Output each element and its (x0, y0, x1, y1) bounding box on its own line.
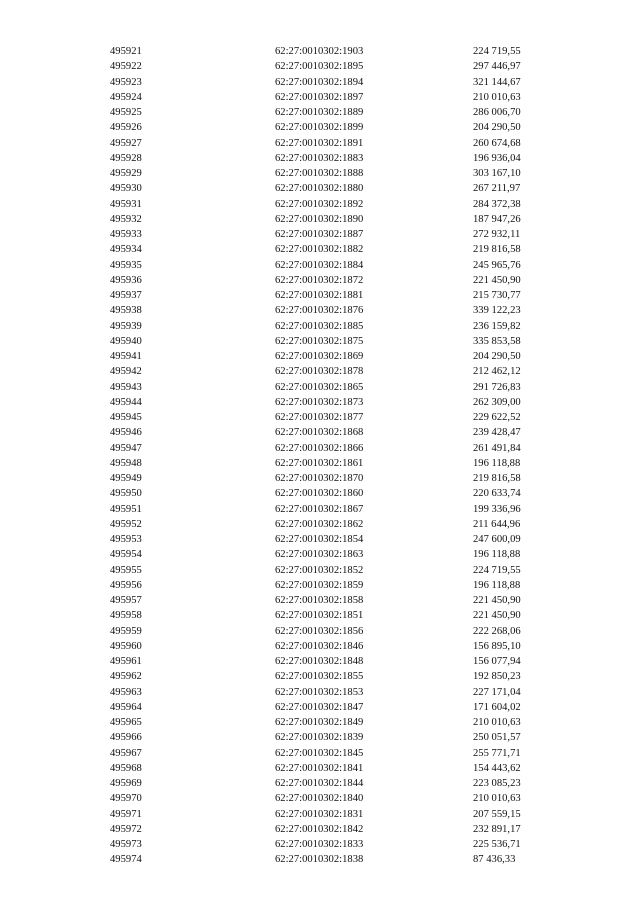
row-number-cell: 495963 (110, 686, 142, 698)
cadastral-number-cell: 62:27:0010302:1885 (275, 320, 364, 332)
row-number-cell: 495925 (110, 107, 142, 118)
cadastral-value-cell: 260 674,68 (473, 137, 521, 149)
cadastral-value-cell: 87 436,33 (473, 854, 516, 866)
cadastral-value-cell: 207 559,15 (473, 808, 521, 820)
table-row (110, 761, 553, 776)
table-row (110, 502, 553, 517)
cadastral-value-cell: 154 443,62 (473, 762, 521, 774)
row-number-cell: 495952 (110, 518, 142, 530)
cadastral-value-cell: 247 600,09 (473, 534, 521, 545)
table-row (110, 532, 553, 547)
row-number-cell: 495959 (110, 625, 142, 637)
row-number-cell: 495934 (110, 244, 142, 256)
row-number-cell: 495971 (110, 808, 142, 820)
cadastral-value-cell: 156 077,94 (473, 656, 521, 667)
row-number-cell: 495930 (110, 183, 142, 195)
row-number-cell: 495950 (110, 488, 142, 500)
cadastral-number-cell: 62:27:0010302:1852 (275, 564, 364, 576)
cadastral-value-cell: 219 816,58 (473, 244, 521, 256)
cadastral-number-cell: 62:27:0010302:1880 (275, 183, 364, 195)
table-row (110, 441, 553, 456)
table-row (110, 227, 553, 242)
row-number-cell: 495968 (110, 762, 142, 774)
cadastral-number-cell: 62:27:0010302:1884 (275, 259, 364, 271)
cadastral-number-cell: 62:27:0010302:1892 (275, 198, 364, 210)
cadastral-number-cell: 62:27:0010302:1895 (275, 61, 364, 73)
table-row (110, 425, 553, 440)
table-row (110, 730, 553, 745)
table-row (110, 456, 553, 471)
row-number-cell: 495944 (110, 396, 142, 408)
cadastral-number-cell: 62:27:0010302:1903 (275, 46, 364, 57)
cadastral-number-cell: 62:27:0010302:1863 (275, 549, 364, 561)
cadastral-number-cell: 62:27:0010302:1877 (275, 412, 364, 423)
cadastral-number-cell: 62:27:0010302:1848 (275, 656, 364, 667)
cadastral-number-cell: 62:27:0010302:1870 (275, 473, 364, 484)
cadastral-number-cell: 62:27:0010302:1899 (275, 122, 364, 134)
row-number-cell: 495960 (110, 640, 142, 652)
cadastral-value-cell: 221 450,90 (473, 274, 521, 286)
table-row (110, 75, 553, 90)
cadastral-number-cell: 62:27:0010302:1854 (275, 534, 364, 545)
cadastral-value-cell: 232 891,17 (473, 823, 521, 835)
table-row (110, 685, 553, 700)
cadastral-number-cell: 62:27:0010302:1868 (275, 427, 364, 439)
table-row (110, 700, 553, 715)
table-row (110, 639, 553, 654)
table-row (110, 136, 553, 151)
cadastral-value-cell: 224 719,55 (473, 564, 521, 576)
table-row (110, 791, 553, 806)
row-number-cell: 495948 (110, 457, 142, 469)
cadastral-value-cell: 221 450,90 (473, 610, 521, 622)
row-number-cell: 495923 (110, 76, 142, 88)
row-number-cell: 495924 (110, 91, 142, 103)
cadastral-value-cell: 199 336,96 (473, 503, 521, 515)
table-row (110, 654, 553, 669)
row-number-cell: 495936 (110, 274, 142, 286)
cadastral-value-cell: 215 730,77 (473, 290, 521, 301)
row-number-cell: 495938 (110, 305, 142, 317)
cadastral-value-cell: 335 853,58 (473, 335, 521, 347)
cadastral-number-cell: 62:27:0010302:1887 (275, 229, 364, 240)
table-row (110, 669, 553, 684)
row-number-cell: 495962 (110, 671, 142, 683)
cadastral-value-cell: 187 947,26 (473, 213, 521, 225)
cadastral-value-cell: 291 726,83 (473, 381, 521, 393)
cadastral-value-cell: 321 144,67 (473, 76, 521, 88)
cadastral-number-cell: 62:27:0010302:1883 (275, 152, 364, 164)
cadastral-number-cell: 62:27:0010302:1873 (275, 396, 364, 408)
table-row (110, 59, 553, 74)
row-number-cell: 495940 (110, 335, 142, 347)
cadastral-number-cell: 62:27:0010302:1890 (275, 213, 364, 225)
cadastral-value-cell: 297 446,97 (473, 61, 521, 73)
cadastral-value-cell: 261 491,84 (473, 442, 521, 454)
table-row (110, 624, 553, 639)
row-number-cell: 495935 (110, 259, 142, 271)
table-row (110, 395, 553, 410)
row-number-cell: 495973 (110, 839, 142, 850)
cadastral-number-cell: 62:27:0010302:1858 (275, 595, 364, 606)
row-number-cell: 495954 (110, 549, 142, 561)
cadastral-value-cell: 211 644,96 (473, 518, 521, 530)
row-number-cell: 495939 (110, 320, 142, 332)
table-row (110, 44, 553, 59)
table-row (110, 349, 553, 364)
cadastral-number-cell: 62:27:0010302:1866 (275, 442, 364, 454)
registry-table (110, 44, 553, 868)
table-row (110, 807, 553, 822)
cadastral-value-cell: 267 211,97 (473, 183, 521, 195)
cadastral-number-cell: 62:27:0010302:1846 (275, 640, 364, 652)
row-number-cell: 495955 (110, 564, 142, 576)
table-row (110, 380, 553, 395)
row-number-cell: 495956 (110, 579, 142, 591)
row-number-cell: 495927 (110, 137, 142, 149)
cadastral-value-cell: 224 719,55 (473, 46, 521, 57)
row-number-cell: 495933 (110, 229, 142, 240)
row-number-cell: 495951 (110, 503, 142, 515)
cadastral-number-cell: 62:27:0010302:1894 (275, 76, 364, 88)
row-number-cell: 495932 (110, 213, 142, 225)
row-number-cell: 495972 (110, 823, 142, 835)
cadastral-value-cell: 223 085,23 (473, 778, 521, 789)
cadastral-number-cell: 62:27:0010302:1841 (275, 762, 364, 774)
cadastral-value-cell: 245 965,76 (473, 259, 521, 271)
row-number-cell: 495945 (110, 412, 142, 423)
table-row (110, 258, 553, 273)
cadastral-value-cell: 171 604,02 (473, 701, 521, 713)
cadastral-value-cell: 196 936,04 (473, 152, 521, 164)
table-row (110, 242, 553, 257)
table-row (110, 273, 553, 288)
table-row (110, 563, 553, 578)
table-row (110, 776, 553, 791)
table-row (110, 105, 553, 120)
cadastral-value-cell: 286 006,70 (473, 107, 521, 118)
cadastral-value-cell: 210 010,63 (473, 793, 521, 805)
table-row (110, 852, 553, 867)
cadastral-number-cell: 62:27:0010302:1856 (275, 625, 364, 637)
row-number-cell: 495970 (110, 793, 142, 805)
table-row (110, 593, 553, 608)
table-row (110, 197, 553, 212)
cadastral-number-cell: 62:27:0010302:1867 (275, 503, 364, 515)
table-row (110, 822, 553, 837)
cadastral-value-cell: 236 159,82 (473, 320, 521, 332)
cadastral-value-cell: 196 118,88 (473, 579, 521, 591)
row-number-cell: 495965 (110, 717, 142, 728)
cadastral-value-cell: 212 462,12 (473, 366, 521, 378)
cadastral-number-cell: 62:27:0010302:1897 (275, 91, 364, 103)
cadastral-number-cell: 62:27:0010302:1869 (275, 351, 364, 362)
cadastral-value-cell: 255 771,71 (473, 747, 521, 759)
cadastral-value-cell: 204 290,50 (473, 351, 521, 362)
row-number-cell: 495926 (110, 122, 142, 134)
row-number-cell: 495958 (110, 610, 142, 622)
cadastral-value-cell: 196 118,88 (473, 457, 521, 469)
cadastral-number-cell: 62:27:0010302:1847 (275, 701, 364, 713)
cadastral-value-cell: 192 850,23 (473, 671, 521, 683)
cadastral-value-cell: 239 428,47 (473, 427, 521, 439)
table-row (110, 334, 553, 349)
row-number-cell: 495947 (110, 442, 142, 454)
table-row (110, 166, 553, 181)
table-row (110, 486, 553, 501)
cadastral-value-cell: 220 633,74 (473, 488, 521, 500)
cadastral-number-cell: 62:27:0010302:1888 (275, 168, 364, 179)
cadastral-number-cell: 62:27:0010302:1872 (275, 274, 364, 286)
cadastral-number-cell: 62:27:0010302:1881 (275, 290, 364, 301)
row-number-cell: 495957 (110, 595, 142, 606)
cadastral-value-cell: 229 622,52 (473, 412, 521, 423)
cadastral-value-cell: 156 895,10 (473, 640, 521, 652)
table-row (110, 608, 553, 623)
table-row (110, 364, 553, 379)
row-number-cell: 495949 (110, 473, 142, 484)
table-row (110, 410, 553, 425)
cadastral-value-cell: 303 167,10 (473, 168, 521, 179)
table-row (110, 715, 553, 730)
row-number-cell: 495964 (110, 701, 142, 713)
row-number-cell: 495937 (110, 290, 142, 301)
row-number-cell: 495931 (110, 198, 142, 210)
table-row (110, 212, 553, 227)
table-row (110, 303, 553, 318)
table-row (110, 90, 553, 105)
cadastral-value-cell: 222 268,06 (473, 625, 521, 637)
cadastral-number-cell: 62:27:0010302:1859 (275, 579, 364, 591)
cadastral-number-cell: 62:27:0010302:1860 (275, 488, 364, 500)
row-number-cell: 495941 (110, 351, 142, 362)
cadastral-value-cell: 262 309,00 (473, 396, 521, 408)
table-row (110, 319, 553, 334)
cadastral-value-cell: 284 372,38 (473, 198, 521, 210)
cadastral-number-cell: 62:27:0010302:1876 (275, 305, 364, 317)
cadastral-number-cell: 62:27:0010302:1844 (275, 778, 364, 789)
row-number-cell: 495967 (110, 747, 142, 759)
cadastral-number-cell: 62:27:0010302:1853 (275, 686, 364, 698)
cadastral-value-cell: 227 171,04 (473, 686, 521, 698)
cadastral-number-cell: 62:27:0010302:1831 (275, 808, 364, 820)
cadastral-number-cell: 62:27:0010302:1851 (275, 610, 364, 622)
table-row (110, 471, 553, 486)
cadastral-number-cell: 62:27:0010302:1840 (275, 793, 364, 805)
cadastral-number-cell: 62:27:0010302:1875 (275, 335, 364, 347)
row-number-cell: 495953 (110, 534, 142, 545)
row-number-cell: 495961 (110, 656, 142, 667)
cadastral-value-cell: 272 932,11 (473, 229, 521, 240)
row-number-cell: 495921 (110, 46, 142, 57)
cadastral-value-cell: 210 010,63 (473, 91, 521, 103)
table-row (110, 120, 553, 135)
table-row (110, 547, 553, 562)
cadastral-number-cell: 62:27:0010302:1839 (275, 732, 364, 744)
cadastral-number-cell: 62:27:0010302:1849 (275, 717, 364, 728)
row-number-cell: 495943 (110, 381, 142, 393)
cadastral-number-cell: 62:27:0010302:1865 (275, 381, 364, 393)
table-row (110, 181, 553, 196)
cadastral-value-cell: 219 816,58 (473, 473, 521, 484)
cadastral-number-cell: 62:27:0010302:1891 (275, 137, 364, 149)
cadastral-value-cell: 339 122,23 (473, 305, 521, 317)
cadastral-number-cell: 62:27:0010302:1855 (275, 671, 364, 683)
row-number-cell: 495974 (110, 854, 142, 866)
cadastral-number-cell: 62:27:0010302:1889 (275, 107, 364, 118)
row-number-cell: 495942 (110, 366, 142, 378)
row-number-cell: 495969 (110, 778, 142, 789)
table-row (110, 517, 553, 532)
cadastral-value-cell: 250 051,57 (473, 732, 521, 744)
cadastral-value-cell: 210 010,63 (473, 717, 521, 728)
cadastral-number-cell: 62:27:0010302:1861 (275, 457, 364, 469)
cadastral-value-cell: 225 536,71 (473, 839, 521, 850)
cadastral-number-cell: 62:27:0010302:1842 (275, 823, 364, 835)
cadastral-number-cell: 62:27:0010302:1838 (275, 854, 364, 866)
row-number-cell: 495928 (110, 152, 142, 164)
row-number-cell: 495929 (110, 168, 142, 179)
registry-table-body (110, 44, 553, 868)
cadastral-number-cell: 62:27:0010302:1833 (275, 839, 364, 850)
cadastral-number-cell: 62:27:0010302:1878 (275, 366, 364, 378)
table-row (110, 837, 553, 852)
cadastral-number-cell: 62:27:0010302:1882 (275, 244, 364, 256)
row-number-cell: 495966 (110, 732, 142, 744)
cadastral-value-cell: 204 290,50 (473, 122, 521, 134)
row-number-cell: 495922 (110, 61, 142, 73)
cadastral-value-cell: 221 450,90 (473, 595, 521, 606)
table-row (110, 578, 553, 593)
row-number-cell: 495946 (110, 427, 142, 439)
table-row (110, 746, 553, 761)
cadastral-value-cell: 196 118,88 (473, 549, 521, 561)
table-row (110, 288, 553, 303)
table-row (110, 151, 553, 166)
cadastral-number-cell: 62:27:0010302:1862 (275, 518, 364, 530)
cadastral-number-cell: 62:27:0010302:1845 (275, 747, 364, 759)
